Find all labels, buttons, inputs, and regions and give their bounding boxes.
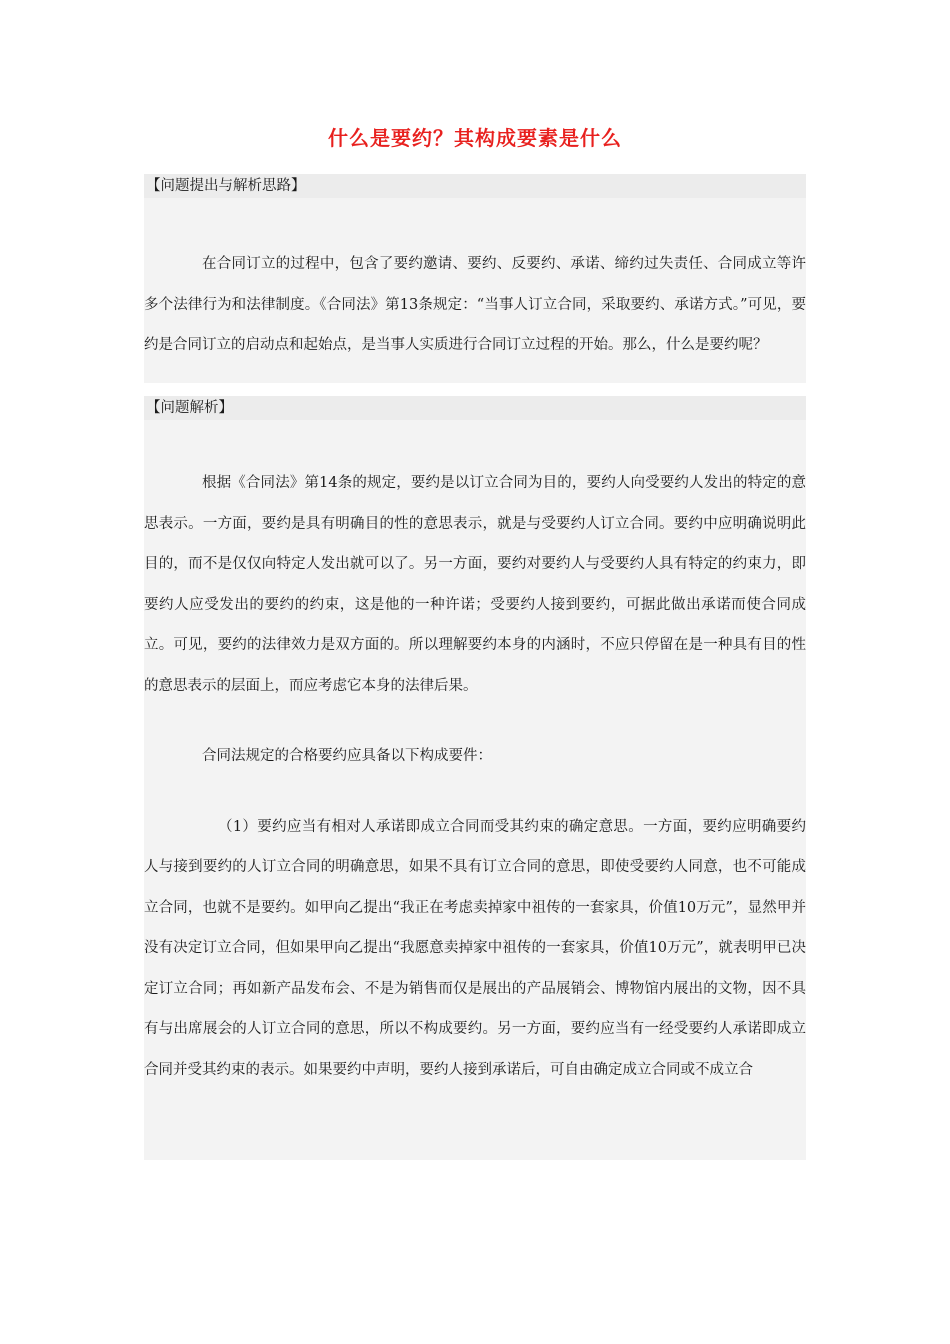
paragraph: 合同法规定的合格要约应具备以下构成要件： <box>202 748 492 764</box>
document-title: 什么是要约？其构成要素是什么 <box>328 126 622 150</box>
section-heading: 【问题提出与解析思路】 <box>144 174 806 198</box>
section-heading: 【问题解析】 <box>144 396 806 420</box>
section-question-analysis <box>144 396 806 1160</box>
paragraph: 根据《合同法》第14条的规定，要约是以订立合同为目的，要约人向受要约人发出的特定的意思表示。一方面，要约是具有明确目的性的意思表示，就是与受要约人订立合同。要约中应明确说明此目的，而不是仅仅向特定人发出就可以了。另一方面，要约对要约人与受要约人具有特定的约束力，即要约人应受发出的要约的约束，这是他的一种许诺；受要约人接到要约，可据此做出承诺而使合同成立。可见，要约的法律效力是双方面的。所以理解要约本身的内涵时，不应只停留在是一种具有目的性的意思表示的层面上，而应考虑它本身的法律后果。 <box>144 475 806 694</box>
paragraph: （1）要约应当有相对人承诺即成立合同而受其约束的确定意思。一方面，要约应明确要约人与接到要约的人订立合同的明确意思，如果不具有订立合同的意思，即使受要约人同意，也不可能成立合同，也就不是要约。如甲向乙提出“我正在考虑卖掉家中祖传的一套家具，价值10万元”，显然甲并没有决定订立合同，但如果甲向乙提出“我愿意卖掉家中祖传的一套家具，价值10万元”，就表明甲已决定订立合同；再如新产品发布会、不是为销售而仅是展出的产品展销会、博物馆内展出的文物，因不具有与出席展会的人订立合同的意思，所以不构成要约。另一方面，要约应当有一经受要约人承诺即成立合同并受其约束的表示。如果要约中声明，要约人接到承诺后，可自由确定成立合同或不成立合 <box>144 818 806 1078</box>
section-question-raised <box>144 174 806 383</box>
paragraph: 在合同订立的过程中，包含了要约邀请、要约、反要约、承诺、缔约过失责任、合同成立等许多个法律行为和法律制度。《合同法》第13条规定：“当事人订立合同，采取要约、承诺方式。”可见，要约是合同订立的启动点和起始点，是当事人实质进行合同订立过程的开始。那么，什么是要约呢？ <box>144 256 806 353</box>
